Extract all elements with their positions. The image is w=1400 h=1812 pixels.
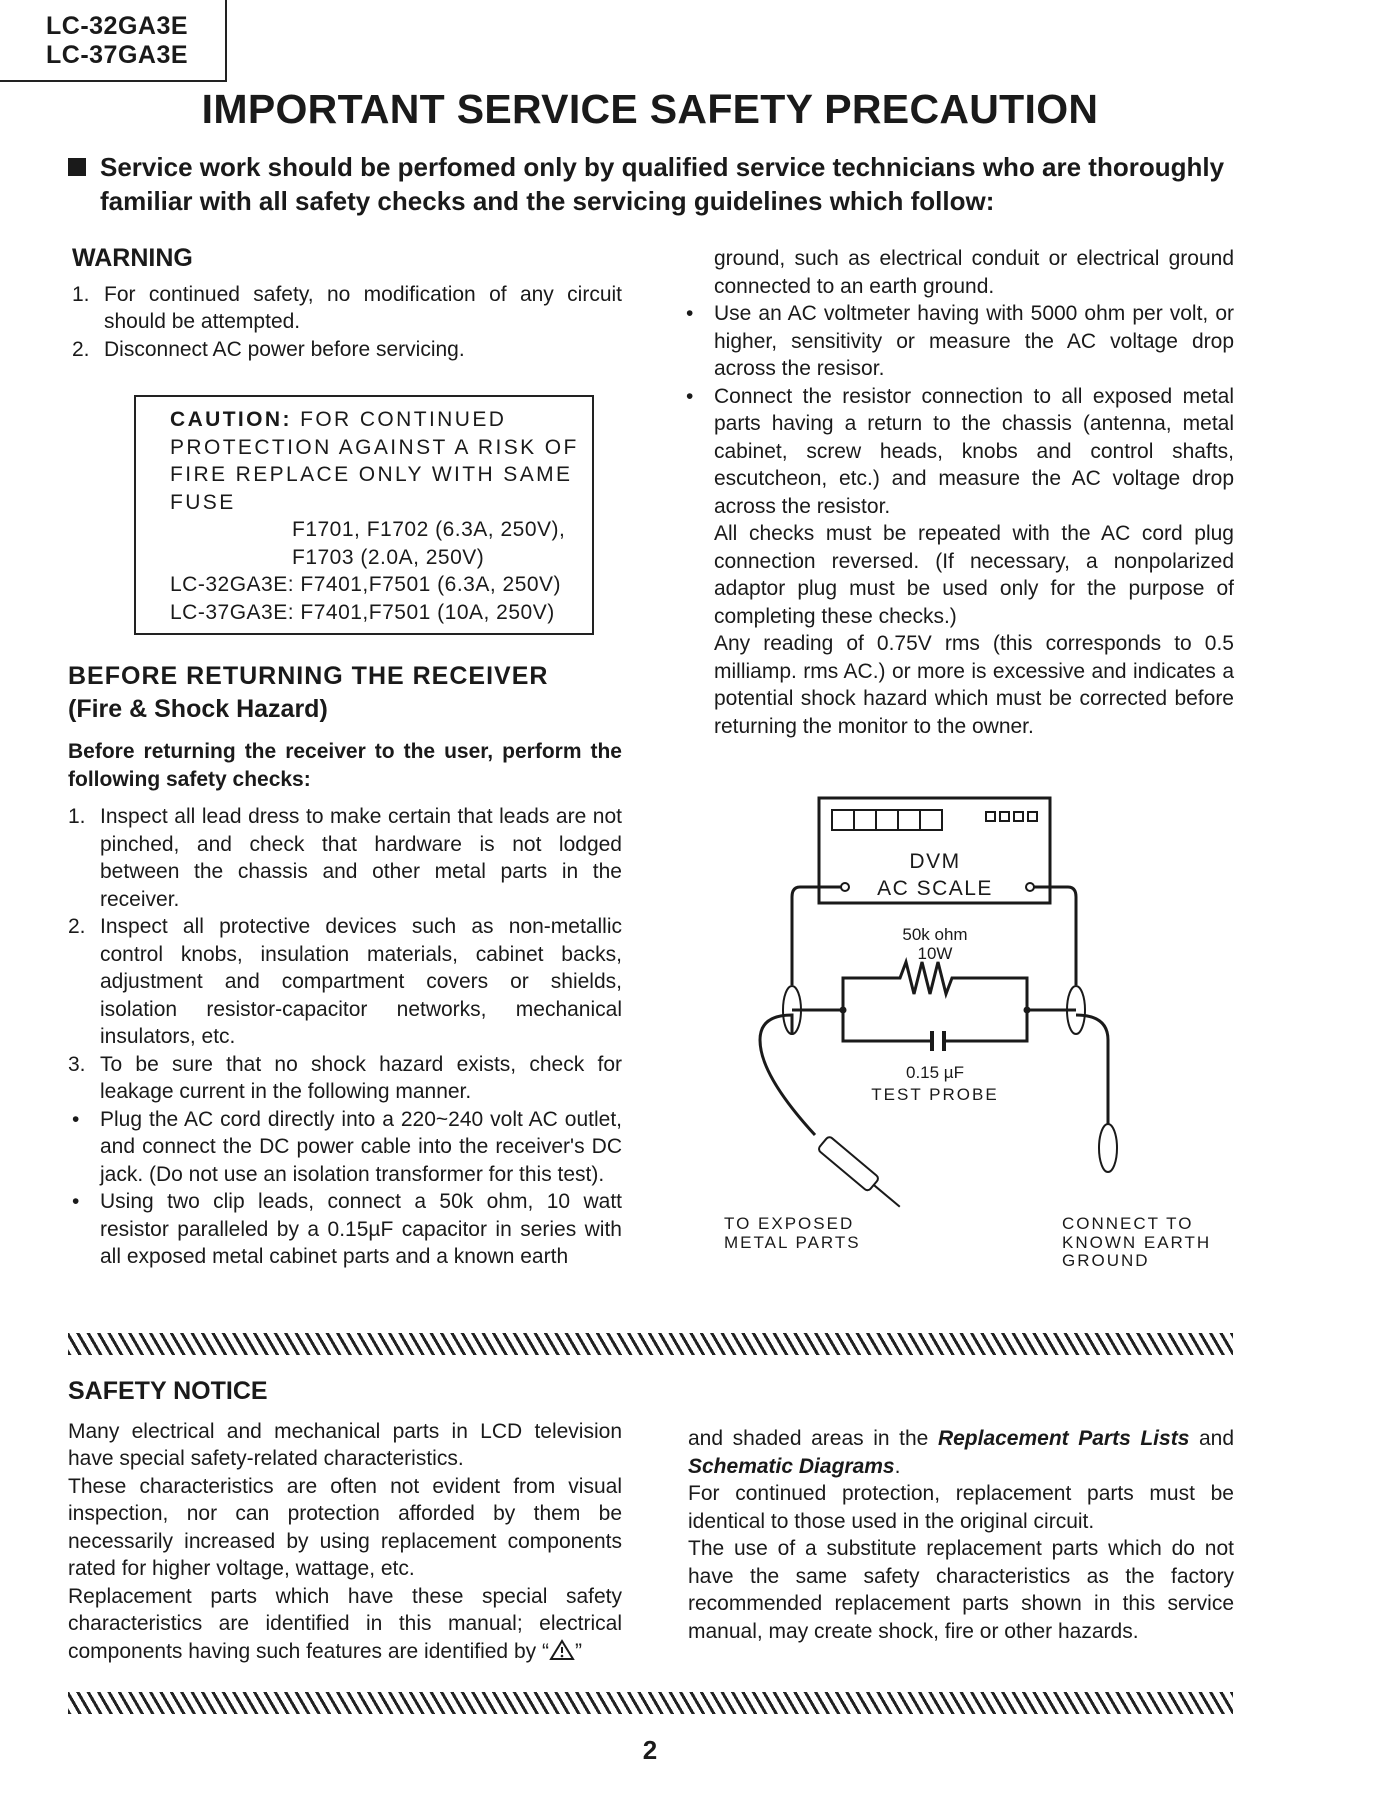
paragraph [68, 1583, 622, 1666]
capacitor-value: 0.15 µF [906, 1063, 964, 1082]
bullet-text: Connect the resistor connection to all exposed metal parts having a return to the chassis (antenna, metal cabinet, screw heads, knobs and control shafts, escutcheon, etc.) and measure the AC voltage drop across the resistor. [714, 384, 1234, 518]
bullet-text: Using two clip leads, connect a 50k ohm, 10 watt resistor paralleled by a 0.15µF capacitor in series with all exposed metal cabinet parts and a known earth [100, 1190, 622, 1268]
paragraph: For continued protection, replacement parts must be identical to those used in the original circuit. [688, 1482, 1234, 1533]
label-line: METAL PARTS [724, 1232, 861, 1252]
caution-label: CAUTION: [170, 408, 292, 431]
resistor-rating: 10W [917, 943, 953, 963]
dvm-label [820, 848, 1050, 902]
list-text: For continued safety, no modification of any circuit should be attempted. [104, 282, 622, 333]
earth-ground-label [1062, 1215, 1211, 1271]
caution-body: FOR CONTINUED PROTECTION AGAINST A RISK OF FIRE REPLACE ONLY WITH SAME FUSE [170, 408, 579, 514]
label-line: TO EXPOSED [724, 1214, 855, 1233]
bullet-dot-icon: • [72, 1190, 80, 1213]
page-title: IMPORTANT SERVICE SAFETY PRECAUTION [201, 86, 1099, 132]
warning-triangle-icon [549, 1639, 575, 1661]
dvm-button [1000, 812, 1009, 821]
bullet-text: Use an AC voltmeter having with 5000 ohm per volt, or higher, sensitivity or measure the AC voltage drop across the resisor. [714, 302, 1234, 380]
page-number: 2 [642, 1735, 658, 1765]
dvm-button [986, 812, 995, 821]
list-number: 2. [72, 337, 90, 361]
continuation-text: ground, such as electrical conduit or electrical ground connected to an earth ground. [714, 247, 1234, 298]
resistor-value: 50k ohm [902, 925, 968, 944]
section-subheading: (Fire & Shock Hazard) [68, 695, 328, 723]
resistor-label [860, 926, 1010, 963]
exposed-metal-label [724, 1215, 861, 1252]
label-line: KNOWN EARTH [1062, 1232, 1212, 1252]
list-number: 3. [68, 1052, 86, 1076]
paragraph: Many electrical and mechanical parts in LCD television have special safety-related characteristics. [68, 1419, 622, 1470]
hatched-divider [68, 1692, 1233, 1714]
dvm-button [1014, 812, 1023, 821]
model-number: LC-37GA3E [46, 41, 189, 69]
test-probe-label: TEST PROBE [871, 1085, 999, 1104]
reference-replacement-parts-lists: Replacement Parts Lists [937, 1427, 1190, 1450]
label-line: CONNECT TO [1062, 1214, 1194, 1233]
hatched-divider [68, 1333, 1233, 1355]
fuse-line: F1701, F1702 (6.3A, 250V), [292, 518, 566, 541]
list-text: To be sure that no shock hazard exists, check for leakage current in the following manner. [100, 1052, 622, 1103]
paragraph-text: Replacement parts which have these special safety characteristics are identified in this manual; electrical components having such features are identified by “ [68, 1584, 622, 1663]
bullet-dot-icon: • [686, 384, 694, 408]
model-number: LC-32GA3E [46, 12, 189, 40]
section-heading: BEFORE RETURNING THE RECEIVER [68, 662, 549, 690]
paragraph: Any reading of 0.75V rms (this corresponds to 0.5 milliamp. rms AC.) or more is excessive and indicates a potential shock hazard which must be corrected before returning the monitor to the owner. [714, 632, 1234, 738]
paragraph [688, 1425, 1234, 1480]
warning-heading: WARNING [72, 244, 193, 272]
safety-notice-section [68, 1378, 622, 1665]
reference-schematic-diagrams: Schematic Diagrams [688, 1454, 895, 1478]
safety-notice-right [688, 1425, 1234, 1645]
paragraph: The use of a substitute replacement parts which do not have the same safety characteristics as the factory recommended replacement parts shown in this service manual, may create shock, fire or other hazards. [688, 1537, 1234, 1643]
list-number: 1. [72, 282, 90, 306]
bullet-text: Plug the AC cord directly into a 220~240 volt AC outlet, and connect the DC power cable into the receiver's DC jack. (Do not use an isolation transformer for this test). [100, 1107, 622, 1186]
list-number: 2. [68, 915, 86, 938]
safety-notice-heading: SAFETY NOTICE [68, 1377, 268, 1405]
paragraph-text: ” [574, 1639, 582, 1663]
label-line: GROUND [1062, 1251, 1150, 1270]
model-fuse-line: LC-37GA3E: F7401,F7501 (10A, 250V) [170, 600, 555, 624]
list-text: Disconnect AC power before servicing. [104, 337, 465, 361]
paragraph: All checks must be repeated with the AC cord plug connection reversed. (If necessary, a nonpolarized adaptor plug must be used only for the purpose of completing these checks.) [714, 522, 1234, 628]
fuse-line: F1703 (2.0A, 250V) [292, 545, 485, 569]
dvm-display [832, 810, 942, 830]
bullet-dot-icon: • [686, 302, 694, 325]
bullet-dot-icon: • [72, 1107, 80, 1131]
dvm-button [1028, 812, 1037, 821]
paragraph-text: and shaded areas in the [688, 1427, 938, 1450]
list-text: Inspect all protective devices such as non-metallic control knobs, insulation materials, cabinet backs, adjustment and compartment covers or shields, isolation resistor-capacitor networks, mechanical insulators, etc. [100, 915, 622, 1048]
dvm-label-line: AC SCALE [877, 877, 993, 900]
list-number: 1. [68, 805, 86, 828]
capacitor-label [860, 1062, 1010, 1106]
paragraph-text: and [1189, 1427, 1234, 1450]
paragraph: These characteristics are often not evident from visual inspection, nor can protection afforded by them be necessarily increased by using replacement components rated for higher voltage, wattage, etc. [68, 1474, 622, 1580]
model-fuse-line: LC-32GA3E: F7401,F7501 (6.3A, 250V) [170, 573, 562, 596]
intro-text: Service work should be perfomed only by qualified service technicians who are thoroughly familiar with all safety checks and the servicing guidelines which follow: [100, 152, 1225, 216]
test-probe-icon [817, 1136, 905, 1214]
list-text: Inspect all lead dress to make certain that leads are not pinched, and check that hardware is not lodged between the chassis and other metal parts in the receiver. [100, 805, 622, 911]
dvm-label-line: DVM [909, 850, 961, 873]
instruction-lead: Before returning the receiver to the user, perform the following safety checks: [68, 740, 622, 791]
paragraph-text: . [894, 1454, 901, 1478]
